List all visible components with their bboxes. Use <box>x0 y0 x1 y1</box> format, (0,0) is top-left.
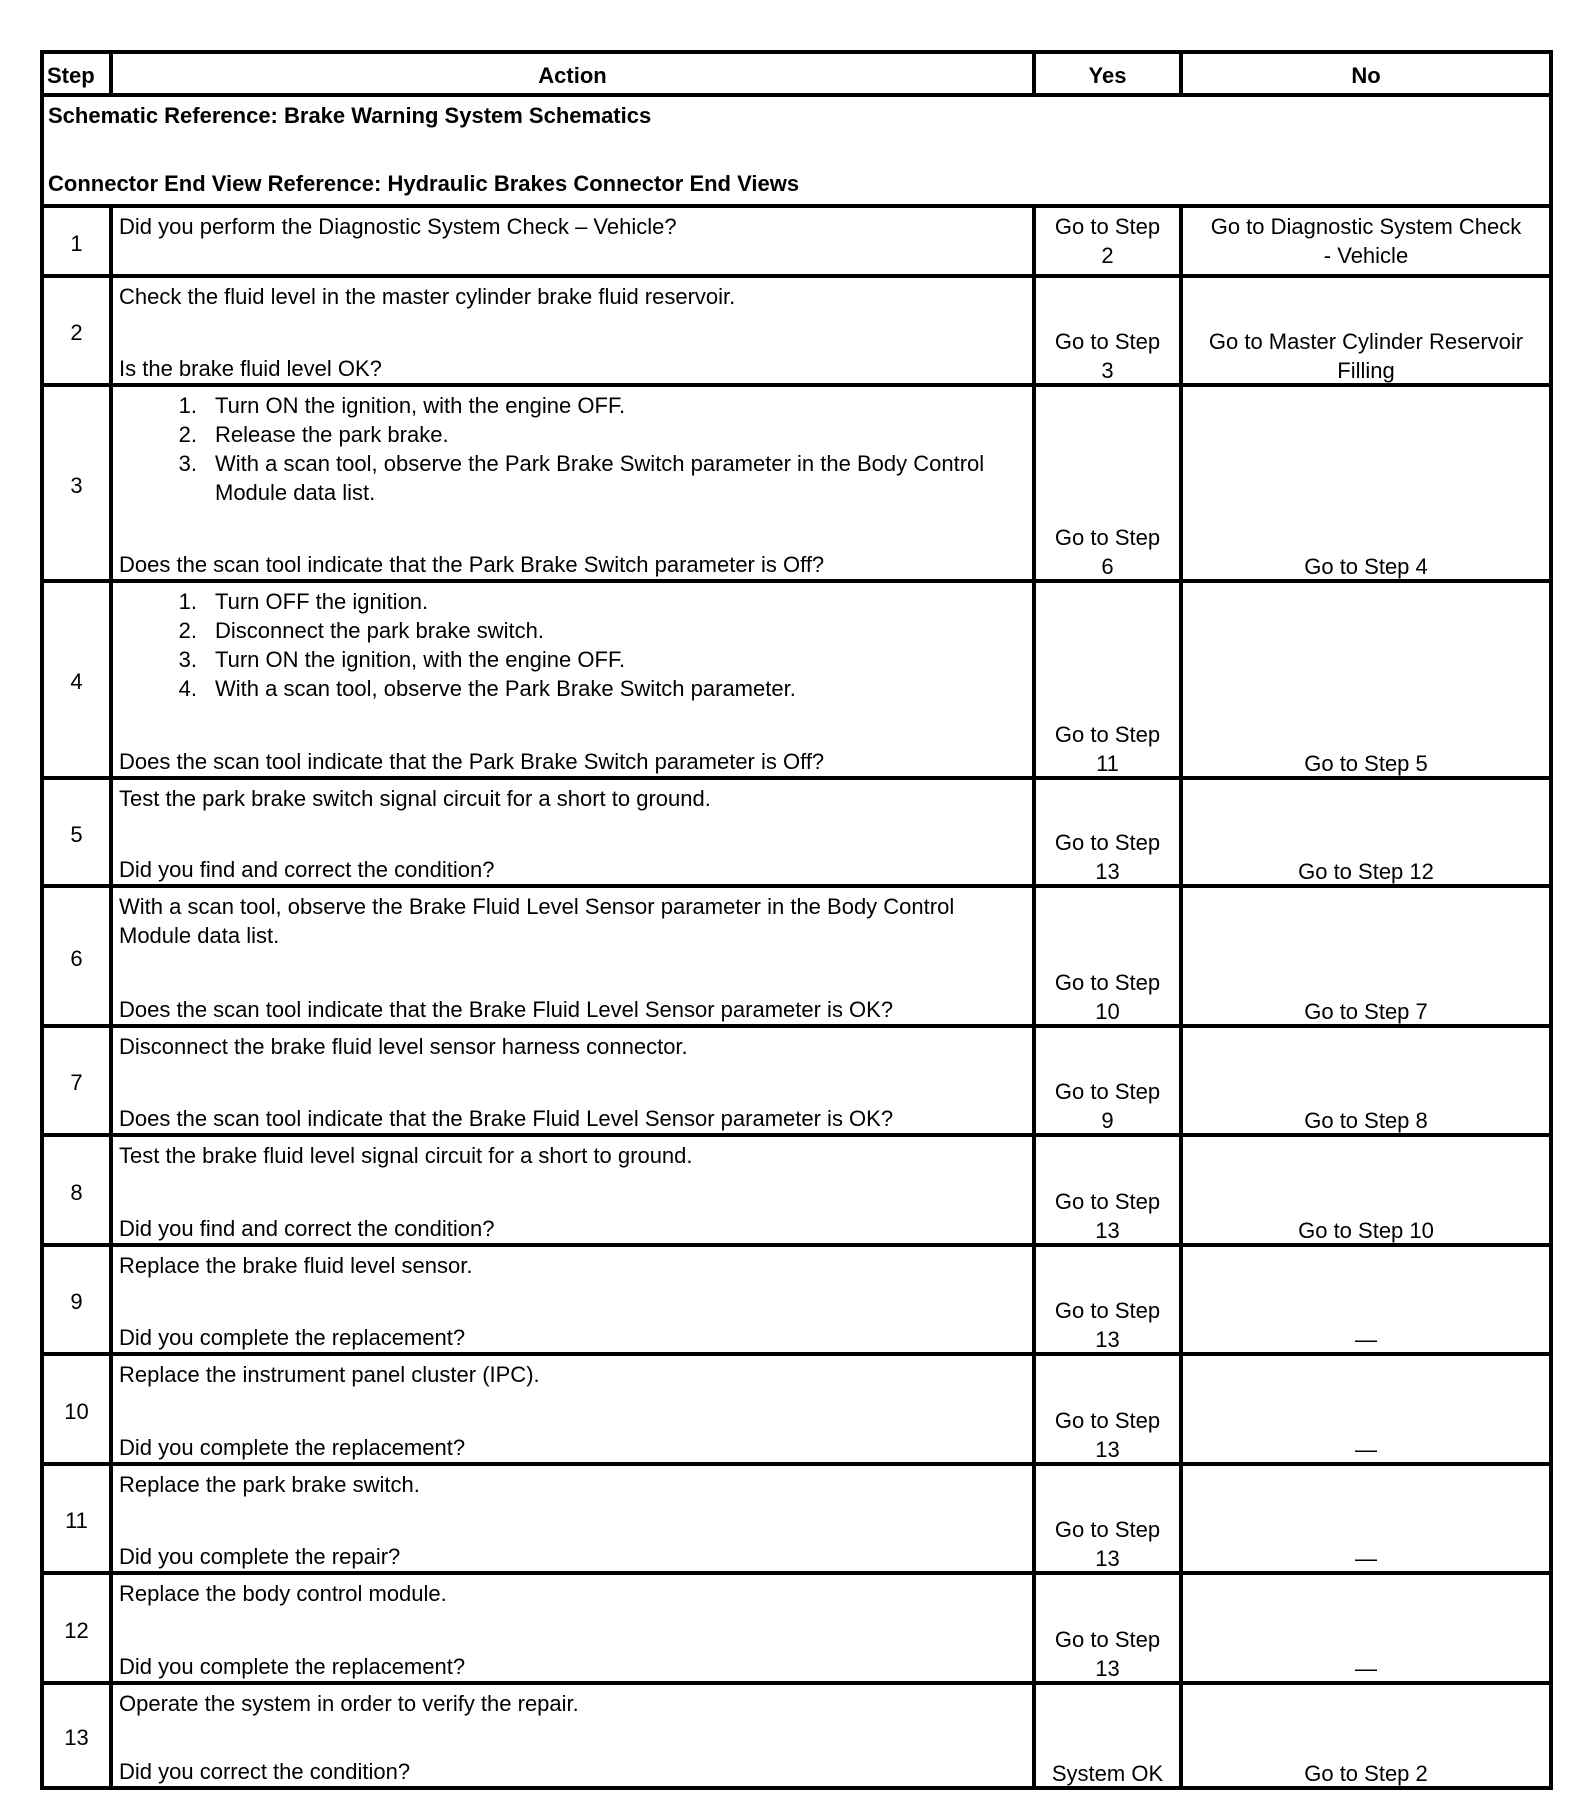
reference-row <box>44 93 1549 208</box>
header-no: No <box>1179 54 1549 97</box>
no-line2: Go to Step 2 <box>1304 1761 1428 1786</box>
yes-line2: 13 <box>1095 859 1120 884</box>
action-text: Operate the system in order to verify the repair. <box>119 1691 579 1716</box>
question-text: Did you complete the replacement? <box>119 1654 466 1679</box>
action-text: With a scan tool, observe the Brake Fluid Level Sensor parameter in the Body Control Module data list. <box>119 894 955 948</box>
question-text: Does the scan tool indicate that the Park Brake Switch parameter is Off? <box>119 749 825 774</box>
no-line2: Go to Step 12 <box>1298 859 1434 884</box>
yes-line1: Go to Step <box>1054 329 1161 354</box>
step-number: 8 <box>70 1179 83 1205</box>
action-cell <box>109 1356 1032 1466</box>
yes-line2: 10 <box>1095 999 1120 1024</box>
header-action: Action <box>109 54 1032 97</box>
no-line1: Go to Master Cylinder Reservoir <box>1208 329 1524 354</box>
yes-line2: 2 <box>1101 243 1114 268</box>
step-number: 6 <box>70 945 83 971</box>
table-row <box>44 274 1549 387</box>
no-cell <box>1179 1356 1549 1466</box>
action-text: Disconnect the brake fluid level sensor harness connector. <box>119 1034 688 1059</box>
action-text: Check the fluid level in the master cylinder brake fluid reservoir. <box>119 284 736 309</box>
question-text: Did you find and correct the condition? <box>119 857 495 882</box>
table-header <box>44 54 1549 97</box>
step-number: 10 <box>64 1398 89 1424</box>
yes-line1: Go to Step <box>1054 525 1161 550</box>
yes-cell <box>1032 780 1179 888</box>
question-text: Did you complete the replacement? <box>119 1325 466 1350</box>
question-text: Did you complete the repair? <box>119 1544 401 1569</box>
no-cell <box>1179 780 1549 888</box>
no-cell <box>1179 1137 1549 1247</box>
table-row <box>44 1133 1549 1247</box>
substep: 2. Disconnect the park brake switch. <box>178 618 544 643</box>
table-row <box>44 383 1549 583</box>
table-row <box>44 884 1549 1028</box>
no-dash: — <box>1355 1437 1377 1462</box>
yes-cell <box>1032 278 1179 387</box>
action-cell <box>109 387 1032 583</box>
no-cell <box>1179 1028 1549 1137</box>
table-row <box>44 204 1549 278</box>
yes-line1: Go to Step <box>1054 1298 1161 1323</box>
yes-line1: Go to Step <box>1054 1627 1161 1652</box>
step-number: 7 <box>70 1070 83 1095</box>
action-cell <box>109 1247 1032 1356</box>
table-row <box>44 1681 1549 1790</box>
no-dash: — <box>1355 1327 1377 1352</box>
action-text: Replace the brake fluid level sensor. <box>119 1253 473 1278</box>
yes-line2: 13 <box>1095 1546 1120 1571</box>
yes-line1: Go to Step <box>1054 1408 1161 1433</box>
yes-line1: Go to Step <box>1054 970 1161 995</box>
action-cell <box>109 1575 1032 1685</box>
question-text: Did you complete the replacement? <box>119 1435 466 1460</box>
table-row <box>44 1462 1549 1575</box>
action-cell <box>109 208 1032 278</box>
table-row <box>44 579 1549 780</box>
yes-cell <box>1032 387 1179 583</box>
yes-cell <box>1032 1575 1179 1685</box>
yes-cell <box>1032 1137 1179 1247</box>
yes-cell <box>1032 1028 1179 1137</box>
step-number: 12 <box>64 1617 89 1643</box>
table-row <box>44 1352 1549 1466</box>
yes-line1: Go to Step <box>1054 214 1161 239</box>
substep: 2. Release the park brake. <box>178 422 449 447</box>
no-line2: Go to Step 5 <box>1304 751 1428 776</box>
substep: 3. Turn ON the ignition, with the engine OFF. <box>178 647 626 672</box>
no-cell <box>1179 888 1549 1028</box>
action-text: Test the brake fluid level signal circuit for a short to ground. <box>119 1143 693 1168</box>
yes-line1: Go to Step <box>1054 1189 1161 1214</box>
action-cell <box>109 888 1032 1028</box>
action-text: Did you perform the Diagnostic System Check – Vehicle? <box>119 214 677 239</box>
substep: 3. With a scan tool, observe the Park Brake Switch parameter in the Body Control Module data list. <box>178 451 985 505</box>
action-text: Replace the body control module. <box>119 1581 447 1606</box>
action-cell <box>109 780 1032 888</box>
no-cell <box>1179 583 1549 780</box>
step-number: 4 <box>70 669 83 694</box>
yes-line2: 13 <box>1095 1656 1120 1681</box>
no-line2: Go to Step 7 <box>1304 999 1428 1024</box>
step-number: 9 <box>70 1289 83 1314</box>
substep: 1. Turn OFF the ignition. <box>178 589 429 614</box>
yes-line1: Go to Step <box>1054 830 1161 855</box>
no-cell <box>1179 1466 1549 1575</box>
no-line1: Go to Diagnostic System Check <box>1210 214 1522 239</box>
substep-list <box>119 587 1026 703</box>
table-row <box>44 776 1549 888</box>
no-cell <box>1179 387 1549 583</box>
substep: 4. With a scan tool, observe the Park Brake Switch parameter. <box>178 676 796 701</box>
yes-line2: 6 <box>1101 554 1114 579</box>
no-line2: Go to Step 10 <box>1298 1218 1434 1243</box>
no-cell <box>1179 1575 1549 1685</box>
step-number: 13 <box>64 1725 89 1750</box>
header-yes: Yes <box>1032 54 1179 97</box>
action-cell <box>109 1466 1032 1575</box>
question-text: Is the brake fluid level OK? <box>119 356 382 381</box>
yes-cell <box>1032 208 1179 278</box>
question-text: Did you find and correct the condition? <box>119 1216 495 1241</box>
question-text: Does the scan tool indicate that the Brake Fluid Level Sensor parameter is OK? <box>119 1106 894 1131</box>
action-text: Replace the instrument panel cluster (IPC). <box>119 1362 540 1387</box>
yes-cell <box>1032 1247 1179 1356</box>
no-line2: Go to Step 8 <box>1304 1108 1428 1133</box>
yes-line1: Go to Step <box>1054 722 1161 747</box>
no-cell <box>1179 1685 1549 1790</box>
yes-cell <box>1032 1466 1179 1575</box>
question-text: Did you correct the condition? <box>119 1759 411 1784</box>
yes-line1: Go to Step <box>1054 1517 1161 1542</box>
step-number: 3 <box>70 472 83 498</box>
question-text: Does the scan tool indicate that the Brake Fluid Level Sensor parameter is OK? <box>119 997 894 1022</box>
step-number: 5 <box>70 821 83 847</box>
header-step: Step <box>47 63 95 88</box>
substep-list <box>119 391 1026 507</box>
no-dash: — <box>1355 1656 1377 1681</box>
no-line2: Go to Step 4 <box>1304 554 1428 579</box>
yes-cell <box>1032 888 1179 1028</box>
yes-cell <box>1032 1685 1179 1790</box>
no-cell <box>1179 208 1549 278</box>
yes-line2: 3 <box>1101 358 1114 383</box>
no-cell <box>1179 278 1549 387</box>
yes-line1: Go to Step <box>1054 1079 1161 1104</box>
action-cell <box>109 1685 1032 1790</box>
yes-line2: 13 <box>1095 1327 1120 1352</box>
no-cell <box>1179 1247 1549 1356</box>
no-line2: - Vehicle <box>1323 243 1409 268</box>
table-row <box>44 1243 1549 1356</box>
action-cell <box>109 278 1032 387</box>
action-cell <box>109 1137 1032 1247</box>
connector-reference: Connector End View Reference: Hydraulic Brakes Connector End Views <box>48 171 800 196</box>
table-row <box>44 1024 1549 1137</box>
question-text: Does the scan tool indicate that the Park Brake Switch parameter is Off? <box>119 552 825 577</box>
action-text: Replace the park brake switch. <box>119 1472 420 1497</box>
yes-cell <box>1032 583 1179 780</box>
diagnostic-table <box>40 50 1553 1790</box>
yes-line2: 13 <box>1095 1218 1120 1243</box>
step-number: 2 <box>70 320 83 345</box>
table-row <box>44 1571 1549 1685</box>
substep: 1. Turn ON the ignition, with the engine OFF. <box>178 393 626 418</box>
action-cell <box>109 583 1032 780</box>
action-text: Test the park brake switch signal circuit for a short to ground. <box>119 786 711 811</box>
yes-line2: System OK <box>1051 1761 1164 1786</box>
no-dash: — <box>1355 1546 1377 1571</box>
yes-line2: 9 <box>1101 1108 1114 1133</box>
no-line2: Filling <box>1337 358 1395 383</box>
step-number: 11 <box>65 1508 88 1533</box>
schematic-reference: Schematic Reference: Brake Warning System Schematics <box>48 103 652 128</box>
action-cell <box>109 1028 1032 1137</box>
yes-line2: 11 <box>1096 751 1119 776</box>
yes-cell <box>1032 1356 1179 1466</box>
step-number: 1 <box>70 230 83 256</box>
yes-line2: 13 <box>1095 1437 1120 1462</box>
